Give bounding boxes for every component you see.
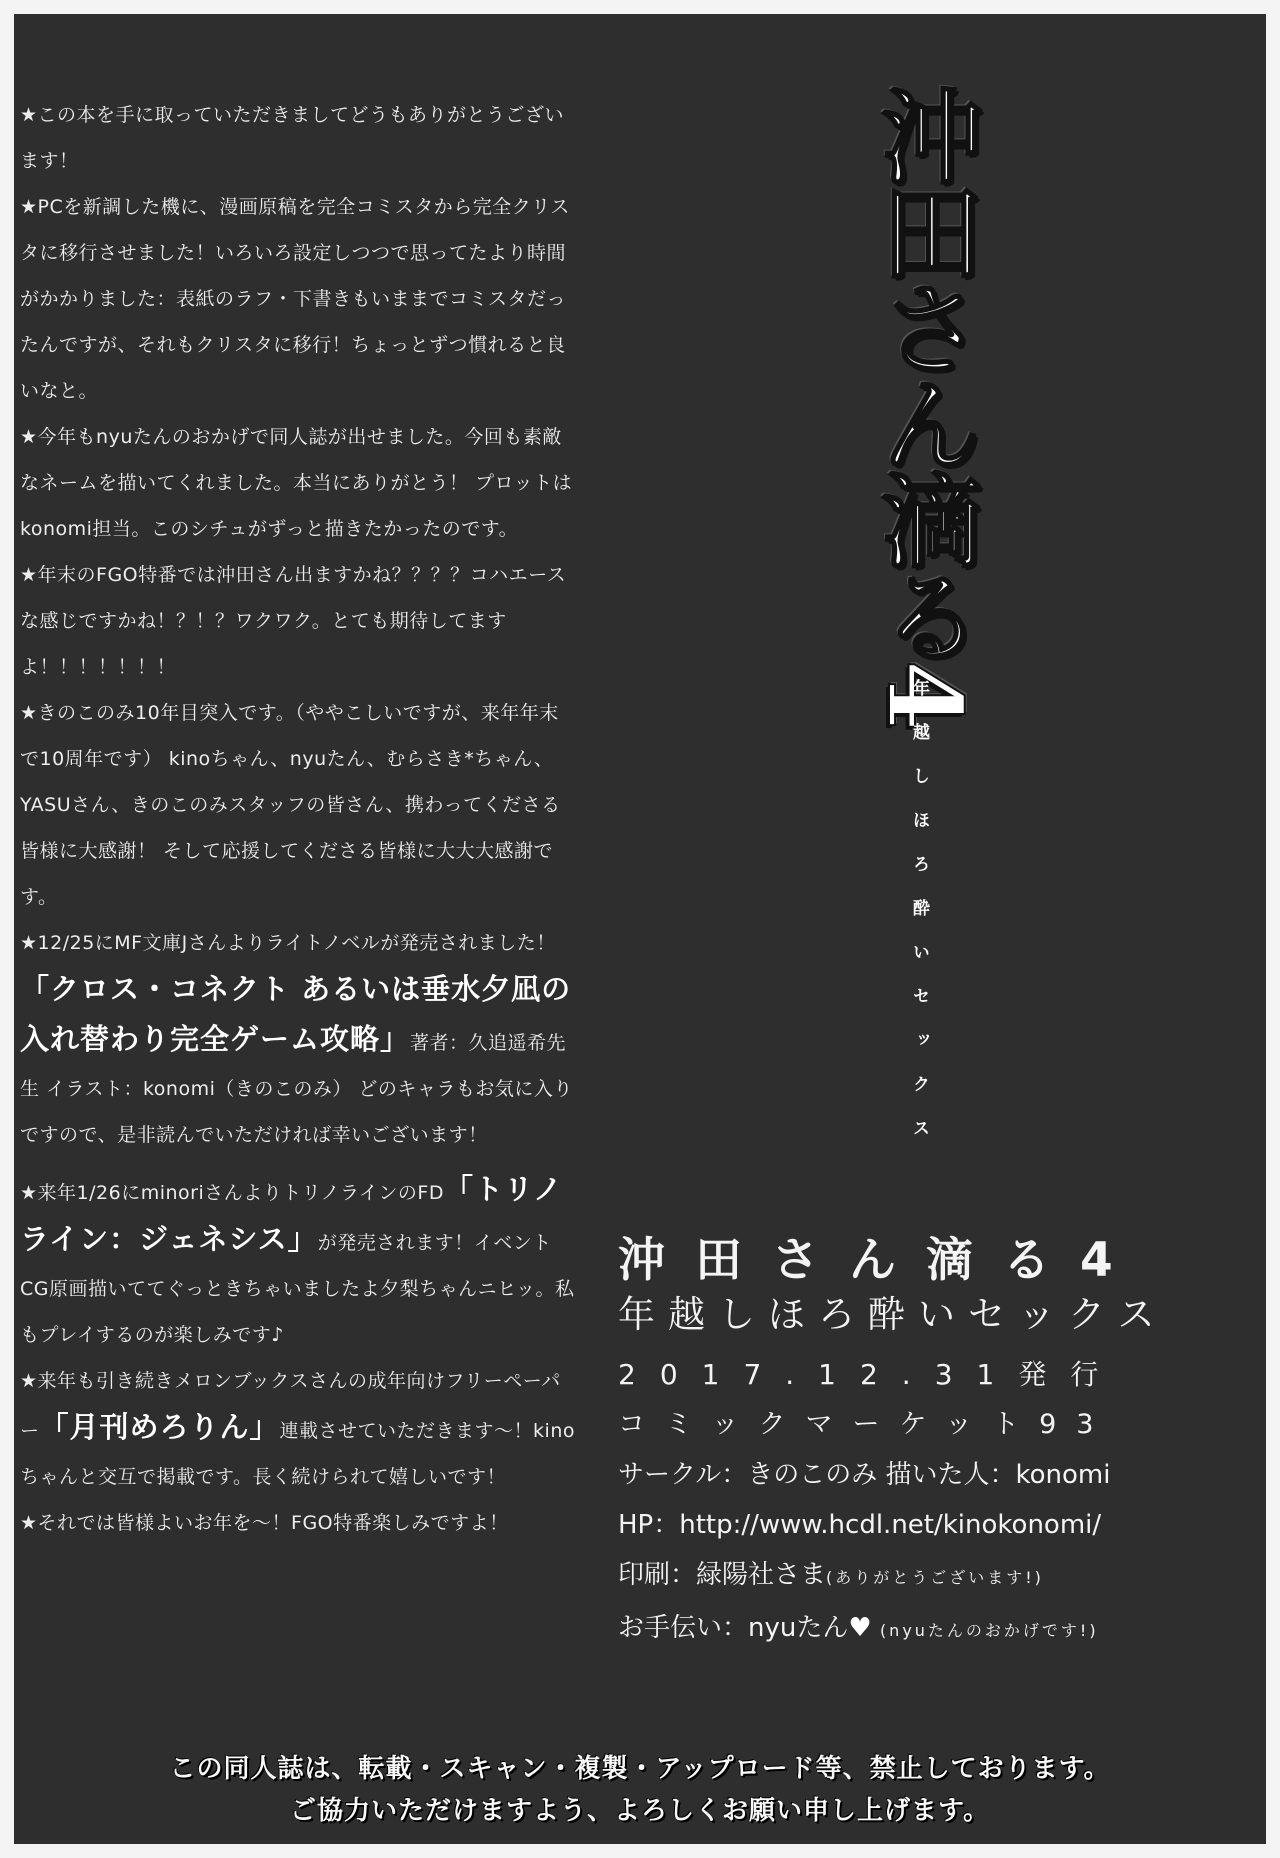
fd-title: 「トリノライン：ジェネシス」 <box>20 1172 563 1256</box>
helper-name: お手伝い：nyuたん <box>618 1613 849 1643</box>
colophon-title: 沖田さん滴る4 <box>618 1233 1143 1288</box>
novel-announcement <box>20 920 575 1158</box>
event-name: コミックマーケット93 <box>618 1409 1114 1440</box>
fd-intro: ★来年1/26にminoriさんよりトリノラインのFD <box>20 1182 444 1204</box>
afterword-notes <box>20 92 575 1546</box>
melon-details: 連載させていただきます～！kinoちゃんと交互で掲載です。長く続けられて嬉しいです！ <box>20 1420 575 1488</box>
heart-icon: ♥ <box>848 1613 872 1643</box>
circle-info: サークル：きのこのみ 描いた人：konomi <box>618 1460 1111 1490</box>
publish-date: 2017.12.31発行 <box>618 1358 1123 1391</box>
note-item: ★この本を手に取っていただきましてどうもありがとうございます！ <box>20 104 565 172</box>
melon-title: 「月刊めろりん」 <box>39 1410 280 1444</box>
printer-name: 印刷：緑陽社さま <box>618 1560 827 1590</box>
notice-line: ご協力いただけますよう、よろしくお願い申し上げます。 <box>290 1796 990 1826</box>
homepage-url: HP：http://www.hcdl.net/kinokonomi/ <box>618 1510 1102 1540</box>
vertical-subtitle: 年越しほろ酔いセックス <box>909 679 929 1163</box>
printer-line <box>618 1550 1218 1603</box>
page-background <box>14 14 1266 1844</box>
novel-title: 「クロス・コネクト あるいは垂水夕凪の入れ替わり完全ゲーム攻略」 <box>20 972 572 1056</box>
novel-intro: ★12/25にMF文庫Jさんよりライトノベルが発売されました！ <box>20 932 556 954</box>
helper-note: (nyuたんのおかげです!) <box>879 1621 1099 1640</box>
melon-intro: ★来年も引き続きメロンブックスさんの成年向けフリーペーパー <box>20 1370 561 1442</box>
note-item: ★年末のFGO特番では沖田さん出ますかね？？？？コハエースな感じですかね！？！？ワクワク。とても期待してますよ！！！！！！！ <box>20 564 567 678</box>
fd-details: が発売されます！イベントCG原画描いててぐっときちゃいましたよ夕梨ちゃんニヒッ。私もプレイするのが楽しみです♪ <box>20 1232 575 1346</box>
printer-note: (ありがとうございます!) <box>826 1568 1044 1587</box>
note-item: ★PCを新調した機に、漫画原稿を完全コミスタから完全クリスタに移行させました！いろいろ設定しつつで思ってたより時間がかかりました：表紙のラフ・下書きもいままでコミスタだったんですが、それもクリスタに移行！ちょっとずつ慣れると良いなと。 <box>20 196 570 402</box>
colophon-subtitle: 年越しほろ酔いセックス <box>618 1293 1168 1336</box>
melon-announcement <box>20 1358 575 1500</box>
note-item: ★今年もnyuたんのおかげで同人誌が出せました。今回も素敵なネームを描いてくれました。本当にありがとう！ プロットはkonomi担当。このシチュがずっと描きたかったのです。 <box>20 426 573 540</box>
novel-credits: 著者：久追遥希先生 イラスト：konomi（きのこのみ） どのキャラもお気に入りですので、是非読んでいただければ幸いございます！ <box>20 1032 573 1146</box>
fd-announcement <box>20 1166 575 1358</box>
note-item: ★きのこのみ10年目突入です。（ややこしいですが、来年年末で10周年です） kinoちゃん、nyuたん、むらさき*ちゃん、YASUさん、きのこのみスタッフの皆さん、携わってくださる皆様に大感謝！ そして応援してくださる皆様に大大大感謝です。 <box>20 702 561 908</box>
copyright-notice <box>14 1748 1266 1832</box>
vertical-title: 沖田さん滴る4 <box>864 84 984 725</box>
closing-note: ★それでは皆様よいお年を～！FGO特番楽しみですよ！ <box>20 1512 509 1534</box>
notice-line: この同人誌は、転載・スキャン・複製・アップロード等、禁止しております。 <box>169 1754 1111 1784</box>
helper-line <box>618 1603 1218 1656</box>
colophon <box>618 1232 1218 1656</box>
